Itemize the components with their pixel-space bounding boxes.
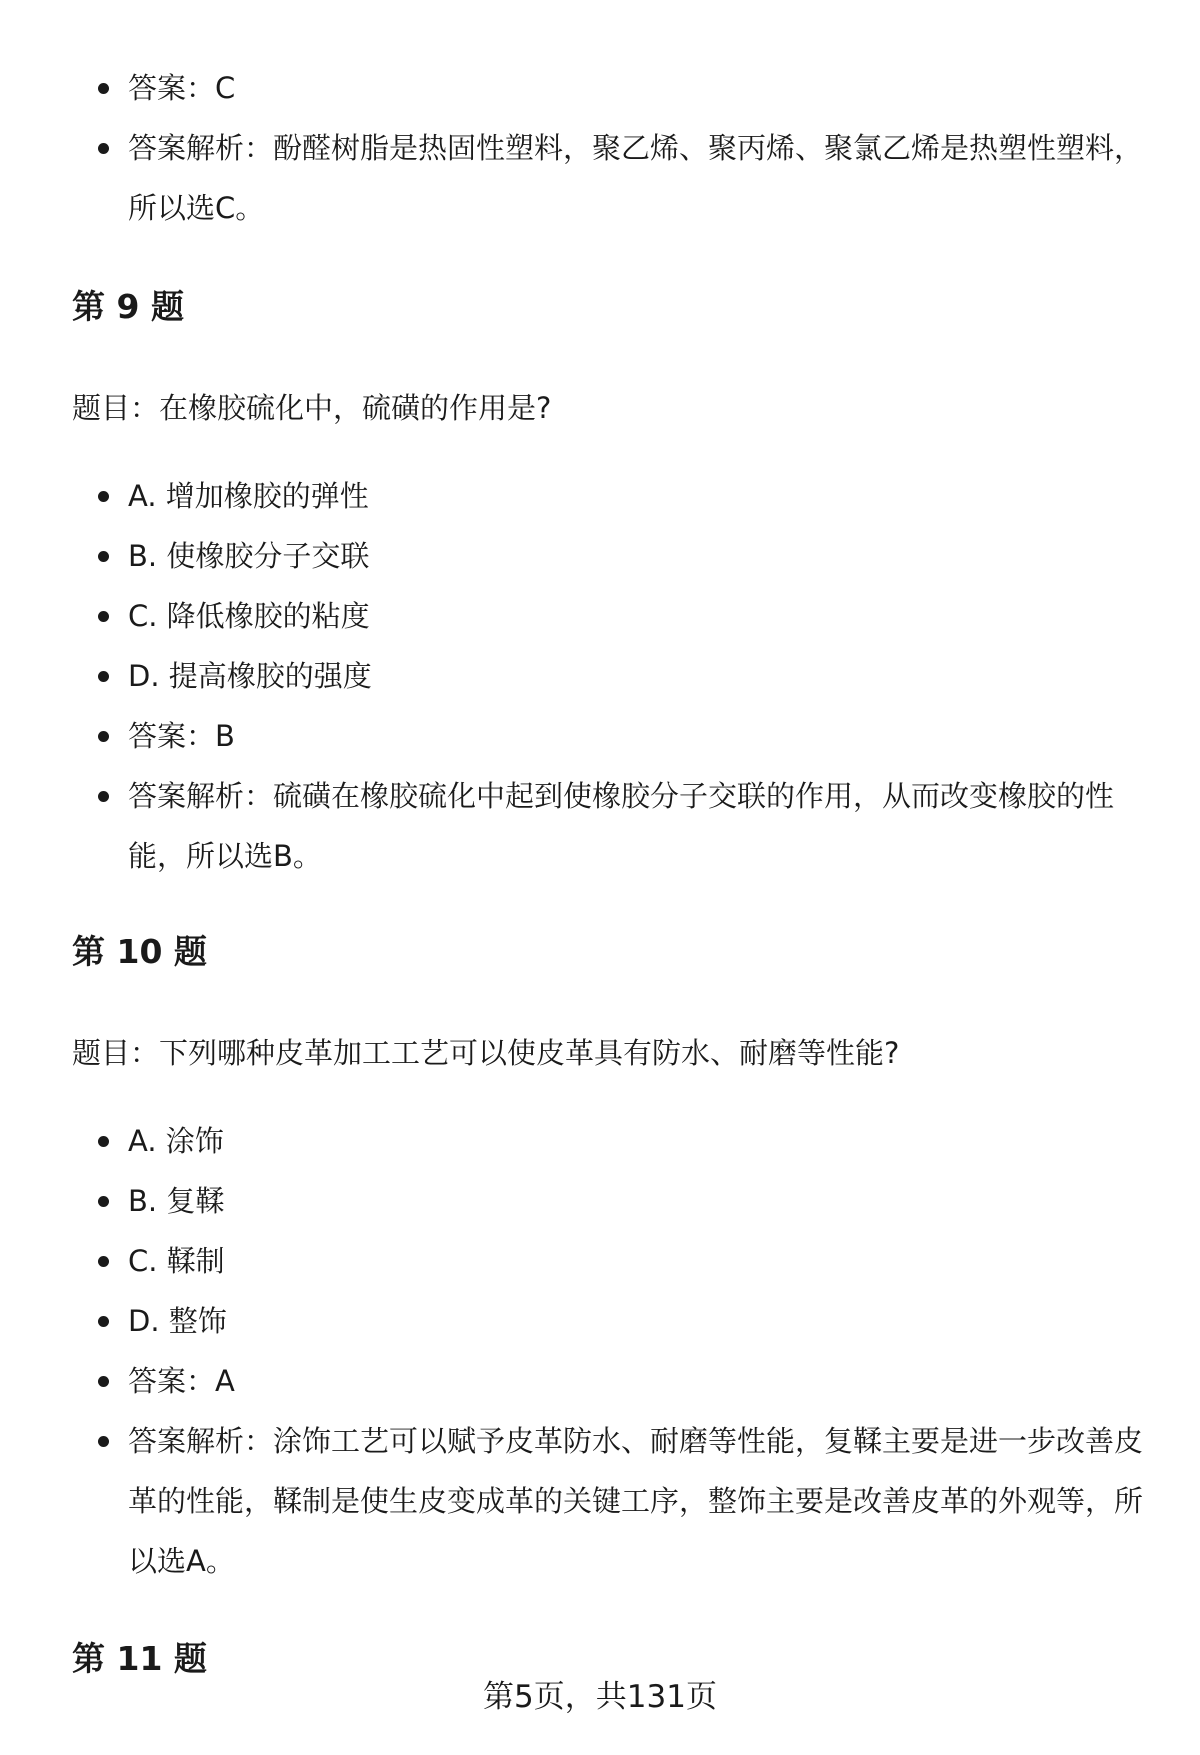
prev-question-list [72, 58, 1162, 238]
option-item: A. 增加橡胶的弹性 [72, 466, 1162, 526]
question-9-options [72, 466, 1162, 886]
question-11-heading: 第 11 题 [72, 1639, 207, 1678]
option-item: C. 降低橡胶的粘度 [72, 586, 1162, 646]
answer-item: 答案：A [72, 1351, 1162, 1411]
option-item: B. 复鞣 [72, 1171, 1162, 1231]
question-10-stem: 题目：下列哪种皮革加工工艺可以使皮革具有防水、耐磨等性能? [72, 1036, 900, 1070]
option-item: A. 涂饰 [72, 1111, 1162, 1171]
question-9-stem: 题目：在橡胶硫化中，硫磺的作用是? [72, 391, 552, 425]
option-item: D. 提高橡胶的强度 [72, 646, 1162, 706]
question-10-options [72, 1111, 1162, 1591]
page-number-footer: 第5页，共131页 [483, 1679, 717, 1715]
option-item: D. 整饰 [72, 1291, 1162, 1351]
option-item: C. 鞣制 [72, 1231, 1162, 1291]
explanation-item: 答案解析：酚醛树脂是热固性塑料，聚乙烯、聚丙烯、聚氯乙烯是热塑性塑料，所以选C。 [72, 118, 1162, 238]
option-item: B. 使橡胶分子交联 [72, 526, 1162, 586]
explanation-item: 答案解析：涂饰工艺可以赋予皮革防水、耐磨等性能，复鞣主要是进一步改善皮革的性能，鞣制是使生皮变成革的关键工序，整饰主要是改善皮革的外观等，所以选A。 [72, 1411, 1162, 1591]
answer-item: 答案：B [72, 706, 1162, 766]
explanation-item: 答案解析：硫磺在橡胶硫化中起到使橡胶分子交联的作用，从而改变橡胶的性能，所以选B。 [72, 766, 1162, 886]
question-9-heading: 第 9 题 [72, 287, 184, 326]
answer-item: 答案：C [72, 58, 1162, 118]
question-10-heading: 第 10 题 [72, 932, 207, 971]
